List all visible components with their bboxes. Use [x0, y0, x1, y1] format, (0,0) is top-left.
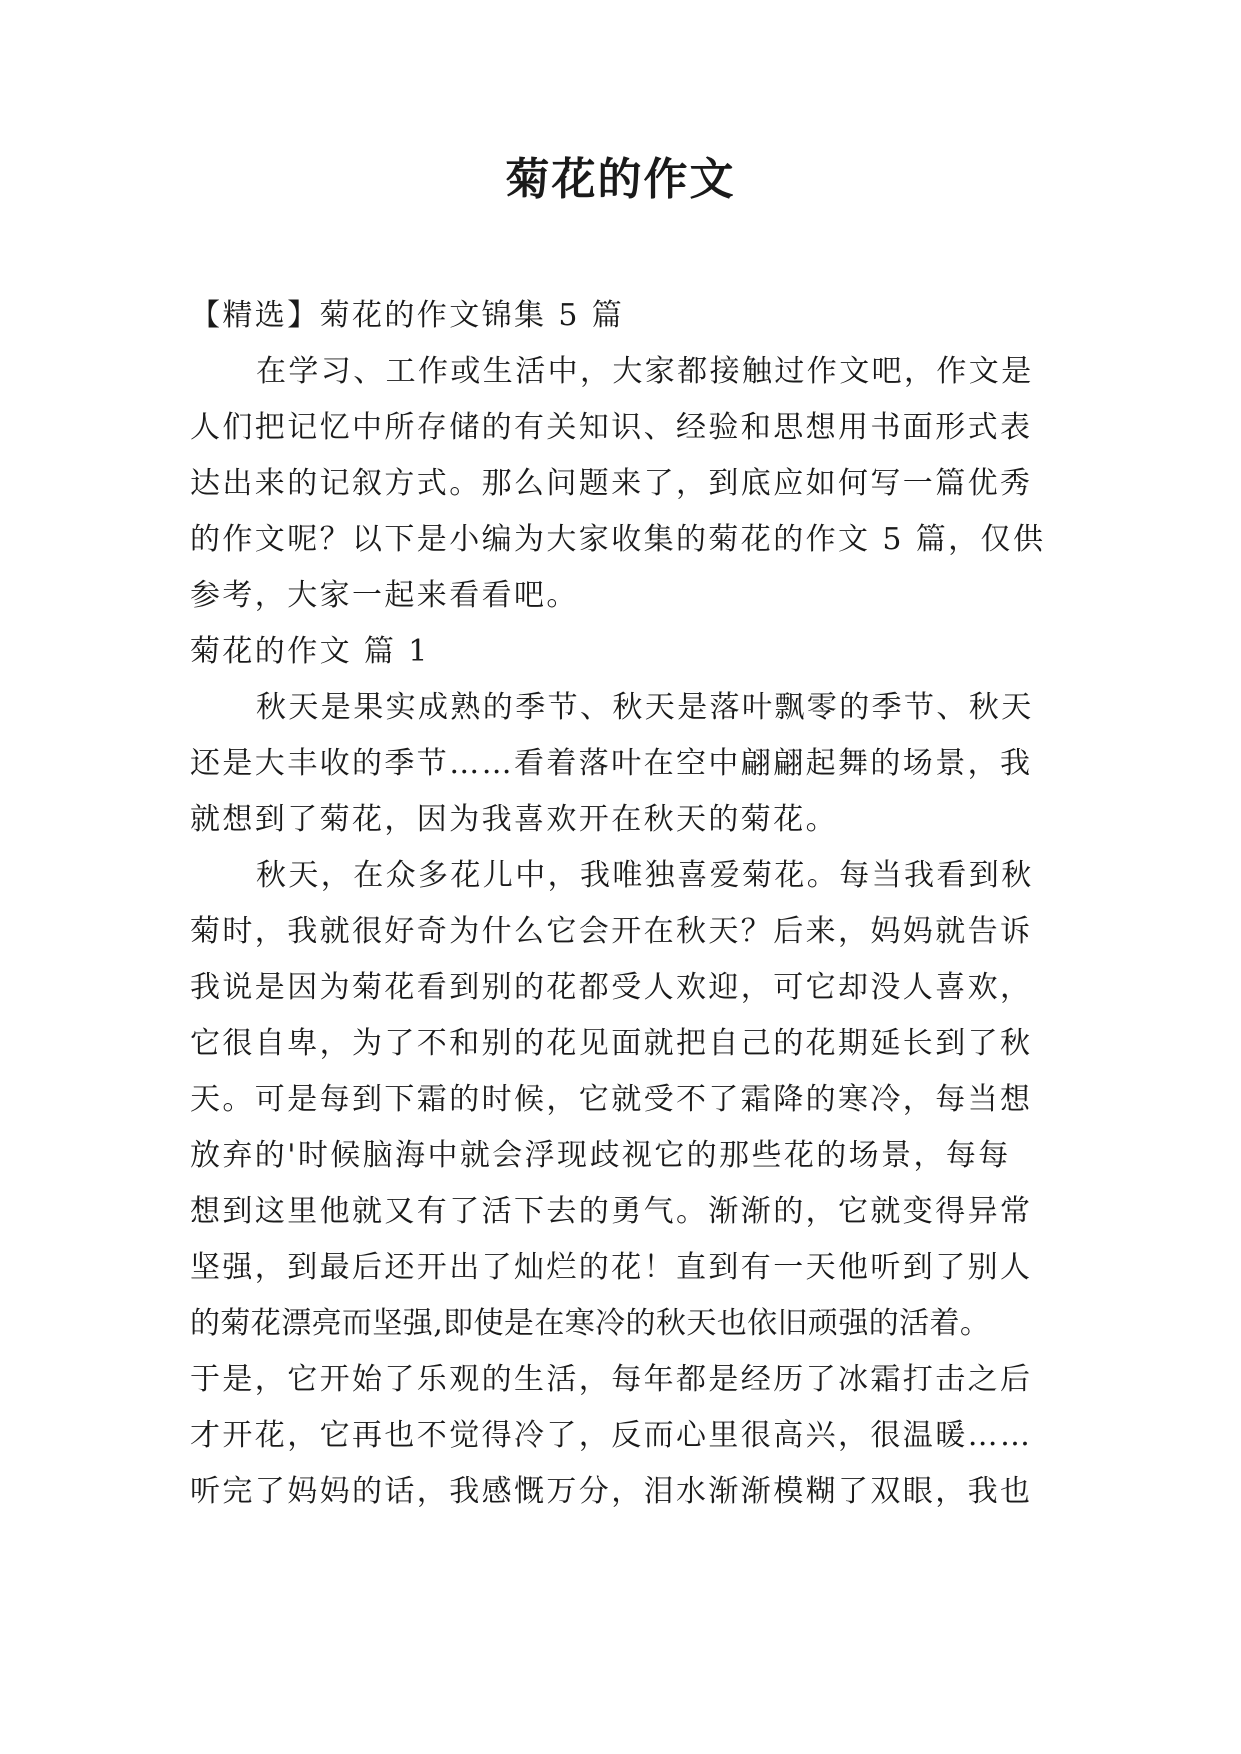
text-line: 就想到了菊花，因为我喜欢开在秋天的菊花。	[190, 802, 838, 837]
text-line: 听完了妈妈的话，我感慨万分，泪水渐渐模糊了双眼，我也	[190, 1474, 1033, 1509]
text-line: 秋天，在众多花儿中，我唯独喜爱菊花。每当我看到秋	[256, 858, 1034, 893]
text-line: 放弃的'时候脑海中就会浮现歧视它的那些花的场景，每每	[190, 1138, 1011, 1173]
text-line: 我说是因为菊花看到别的花都受人欢迎，可它却没人喜欢，	[190, 970, 1033, 1005]
document-body	[190, 288, 1058, 1520]
text-line: 还是大丰收的季节……看着落叶在空中翩翩起舞的场景，我	[190, 746, 1033, 781]
text-line: 坚强，到最后还开出了灿烂的花！直到有一天他听到了别人	[190, 1250, 1033, 1285]
text-line: 达出来的记叙方式。那么问题来了，到底应如何写一篇优秀	[190, 466, 1033, 501]
document-title: 菊花的作文	[505, 154, 736, 205]
text-line: 菊花的作文 篇 1	[190, 634, 430, 669]
text-line: 菊时，我就很好奇为什么它会开在秋天？后来，妈妈就告诉	[190, 914, 1033, 949]
text-line: 人们把记忆中所存储的有关知识、经验和思想用书面形式表	[190, 410, 1033, 445]
text-line: 于是，它开始了乐观的生活，每年都是经历了冰霜打击之后	[190, 1362, 1033, 1397]
text-line: 的作文呢？以下是小编为大家收集的菊花的作文 5 篇，仅供	[190, 522, 1046, 557]
text-line: 在学习、工作或生活中，大家都接触过作文吧，作文是	[256, 354, 1034, 389]
text-line: 参考，大家一起来看看吧。	[190, 578, 579, 613]
text-line: 的菊花漂亮而坚强,即使是在寒冷的秋天也依旧顽强的活着。	[190, 1306, 991, 1341]
text-line: 想到这里他就又有了活下去的勇气。渐渐的，它就变得异常	[190, 1194, 1033, 1229]
text-line: 它很自卑，为了不和别的花见面就把自己的花期延长到了秋	[190, 1026, 1033, 1061]
text-line: 天。可是每到下霜的时候，它就受不了霜降的寒冷，每当想	[190, 1082, 1033, 1117]
text-line: 【精选】菊花的作文锦集 5 篇	[190, 298, 625, 333]
text-line: 秋天是果实成熟的季节、秋天是落叶飘零的季节、秋天	[256, 690, 1034, 725]
text-line: 才开花，它再也不觉得冷了，反而心里很高兴，很温暖……	[190, 1418, 1033, 1453]
